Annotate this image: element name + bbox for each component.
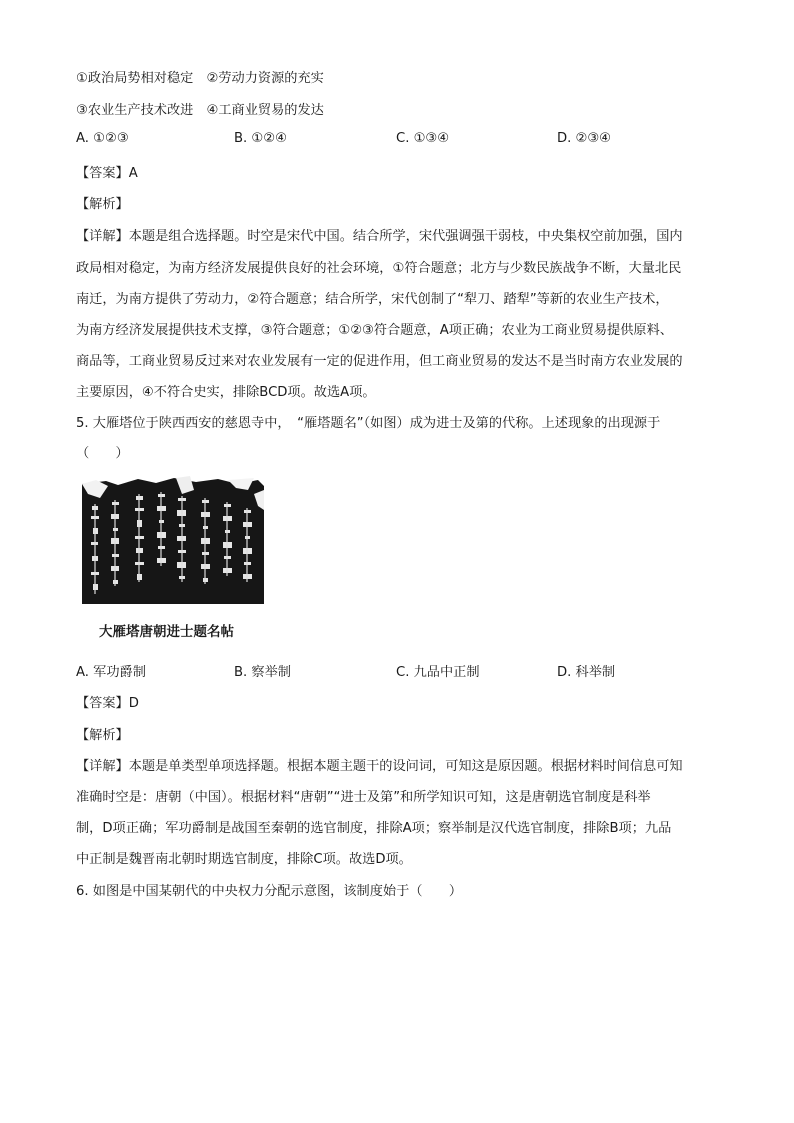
figure-caption: 大雁塔唐朝进士题名帖	[99, 624, 234, 640]
option-b: B. 察举制	[234, 665, 291, 680]
statements-line-2: ③农业生产技术改进 ④工商业贸易的发达	[76, 103, 324, 118]
answer-line	[76, 162, 138, 181]
analysis-label: 【解析】	[76, 728, 129, 743]
detail-line: 南迁，为南方提供了劳动力，②符合题意；结合所学，宋代创制了“犁刀、踏犁”等新的农业生产技术，	[76, 292, 669, 307]
option-b: B. ①②④	[234, 131, 287, 146]
option-d: D. ②③④	[557, 131, 612, 146]
option-d: D. 科举制	[557, 665, 616, 680]
analysis-label: 【解析】	[76, 197, 129, 212]
answer-line	[76, 692, 139, 711]
statements-line-1: ①政治局势相对稳定 ②劳动力资源的充实	[76, 71, 324, 86]
detail-line: 准确时空是：唐朝（中国）。根据材料“唐朝”“进士及第”和所学知识可知，这是唐朝选官制度是科举	[76, 790, 651, 805]
detail-line: 政局相对稳定，为南方经济发展提供良好的社会环境，①符合题意；北方与少数民族战争不断，大量北民	[76, 261, 682, 276]
option-c: C. 九品中正制	[396, 665, 480, 680]
option-a: A. 军功爵制	[76, 665, 146, 680]
q5-stem-blank: （ ）	[76, 446, 129, 461]
answer-label: 【答案】	[76, 696, 129, 711]
answer-label: 【答案】	[76, 166, 129, 181]
option-c: C. ①③④	[396, 131, 450, 146]
detail-line: 主要原因，④不符合史实，排除BCD项。故选A项。	[76, 385, 376, 400]
inscription-rubbing-image	[78, 476, 267, 608]
detail-line: 商品等，工商业贸易反过来对农业发展有一定的促进作用，但工商业贸易的发达不是当时南方农业发展的	[76, 354, 683, 369]
detail-line: 为南方经济发展提供技术支撑，③符合题意；①②③符合题意，A项正确；农业为工商业贸易提供原料、	[76, 323, 673, 338]
detail-line: 中正制是魏晋南北朝时期选官制度，排除C项。故选D项。	[76, 852, 412, 867]
detail-line: 制，D项正确；军功爵制是战国至秦朝的选官制度，排除A项；察举制是汉代选官制度，排除B项；九品	[76, 821, 672, 836]
q6-stem: 6. 如图是中国某朝代的中央权力分配示意图，该制度始于（ ）	[76, 884, 463, 899]
detail-line: 【详解】本题是组合选择题。时空是宋代中国。结合所学，宋代强调强干弱枝，中央集权空前加强，国内	[76, 229, 683, 244]
answer-value: A	[128, 166, 138, 181]
answer-value: D	[128, 696, 139, 711]
option-a: A. ①②③	[76, 131, 129, 146]
detail-line: 【详解】本题是单类型单项选择题。根据本题主题干的设问词，可知这是原因题。根据材料时间信息可知	[76, 759, 683, 774]
q5-stem: 5. 大雁塔位于陕西西安的慈恩寺中， “雁塔题名”（如图）成为进士及第的代称。上述现象的出现源于	[76, 416, 661, 431]
